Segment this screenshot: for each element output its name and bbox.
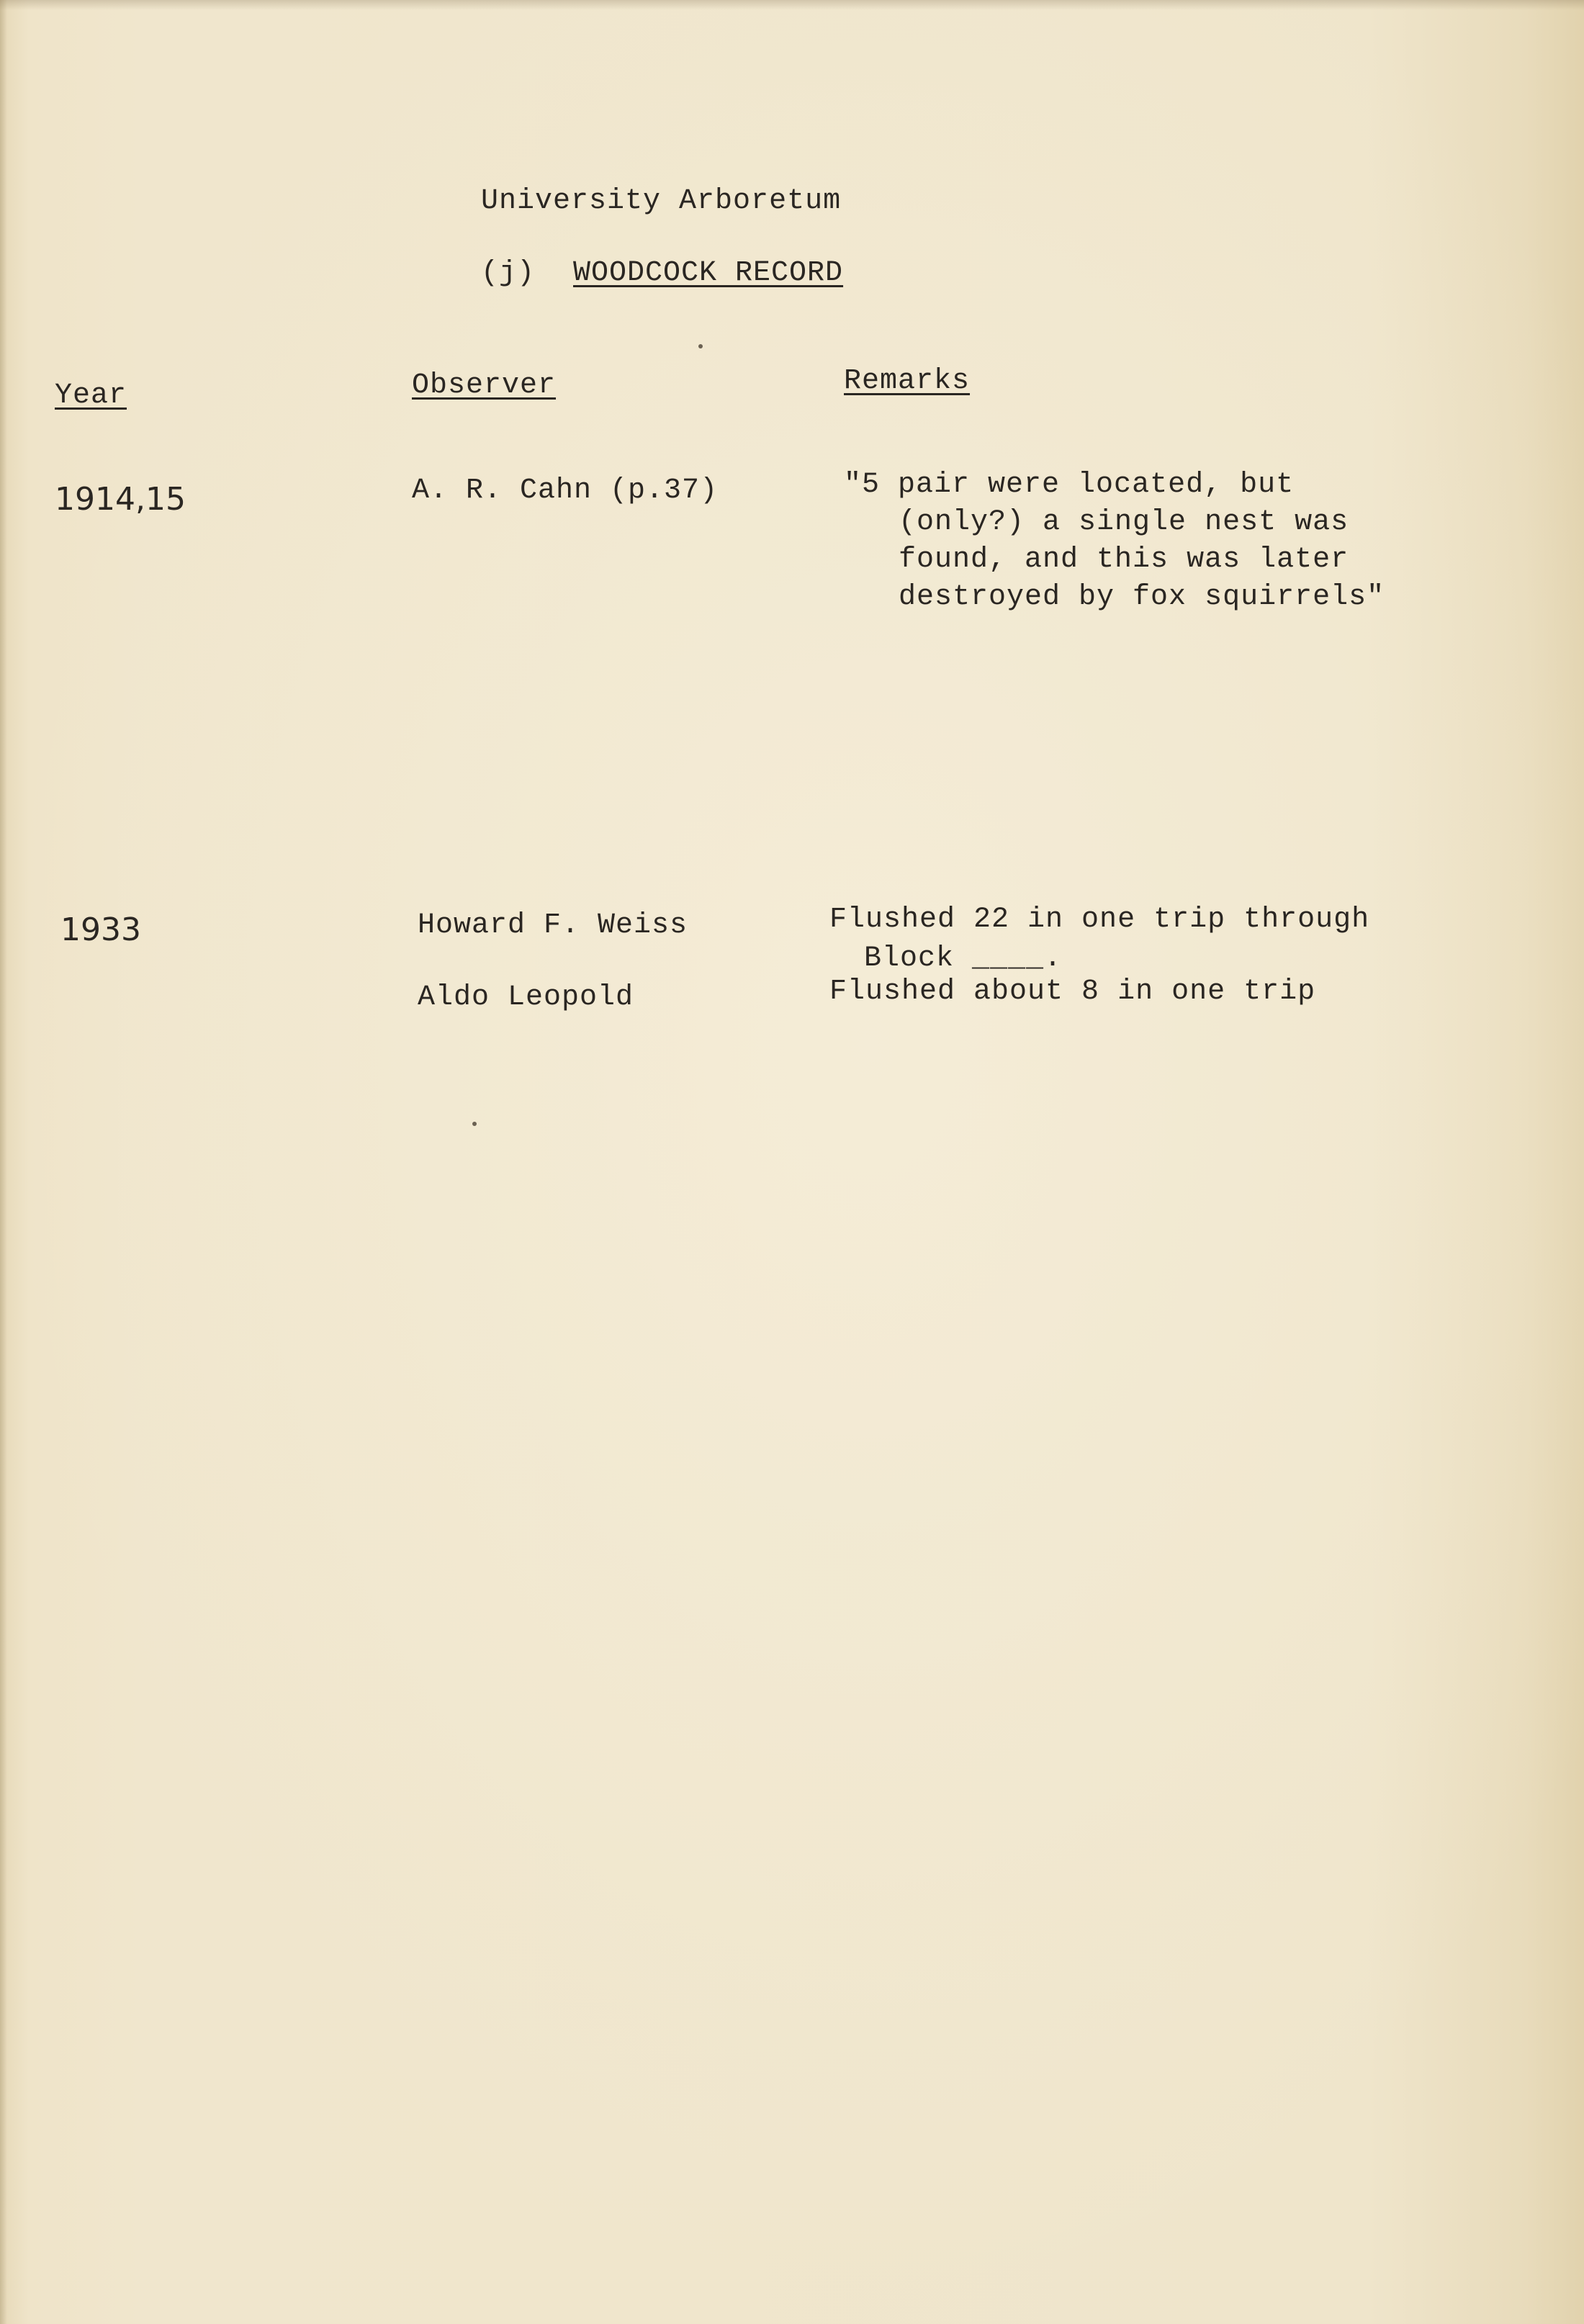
entry-2-observer-1: Howard F. Weiss xyxy=(418,909,688,942)
entry-2-remarks-1-line-1: Flushed 22 in one trip through xyxy=(829,904,1370,936)
column-header-year: Year xyxy=(55,379,127,412)
entry-1-remarks-line-1: "5 pair were located, but xyxy=(844,469,1295,501)
page-top-edge xyxy=(0,0,1584,10)
entry-2-remarks-2-line-1: Flushed about 8 in one trip xyxy=(829,976,1316,1008)
institution-heading: University Arboretum xyxy=(481,185,842,217)
entry-2-observer-2: Aldo Leopold xyxy=(418,981,634,1014)
section-marker: (j) xyxy=(481,257,536,289)
entry-1-remarks-line-4: destroyed by fox squirrels" xyxy=(899,581,1385,613)
entry-2-year: 1933 xyxy=(60,911,141,948)
entry-1-remarks-line-2: (only?) a single nest was xyxy=(899,506,1349,539)
paper-speck xyxy=(698,344,703,348)
column-header-remarks: Remarks xyxy=(844,365,971,397)
entry-1-year: 1914,15 xyxy=(55,481,186,518)
paper-speck xyxy=(472,1122,477,1126)
column-header-observer: Observer xyxy=(412,369,557,402)
entry-1-remarks-line-3: found, and this was later xyxy=(899,544,1349,576)
page-left-edge xyxy=(0,0,7,2324)
section-title: WOODCOCK RECORD xyxy=(573,257,844,289)
entry-1-observer: A. R. Cahn (p.37) xyxy=(412,474,719,507)
entry-2-remarks-1-line-2: Block ____. xyxy=(864,942,1063,975)
